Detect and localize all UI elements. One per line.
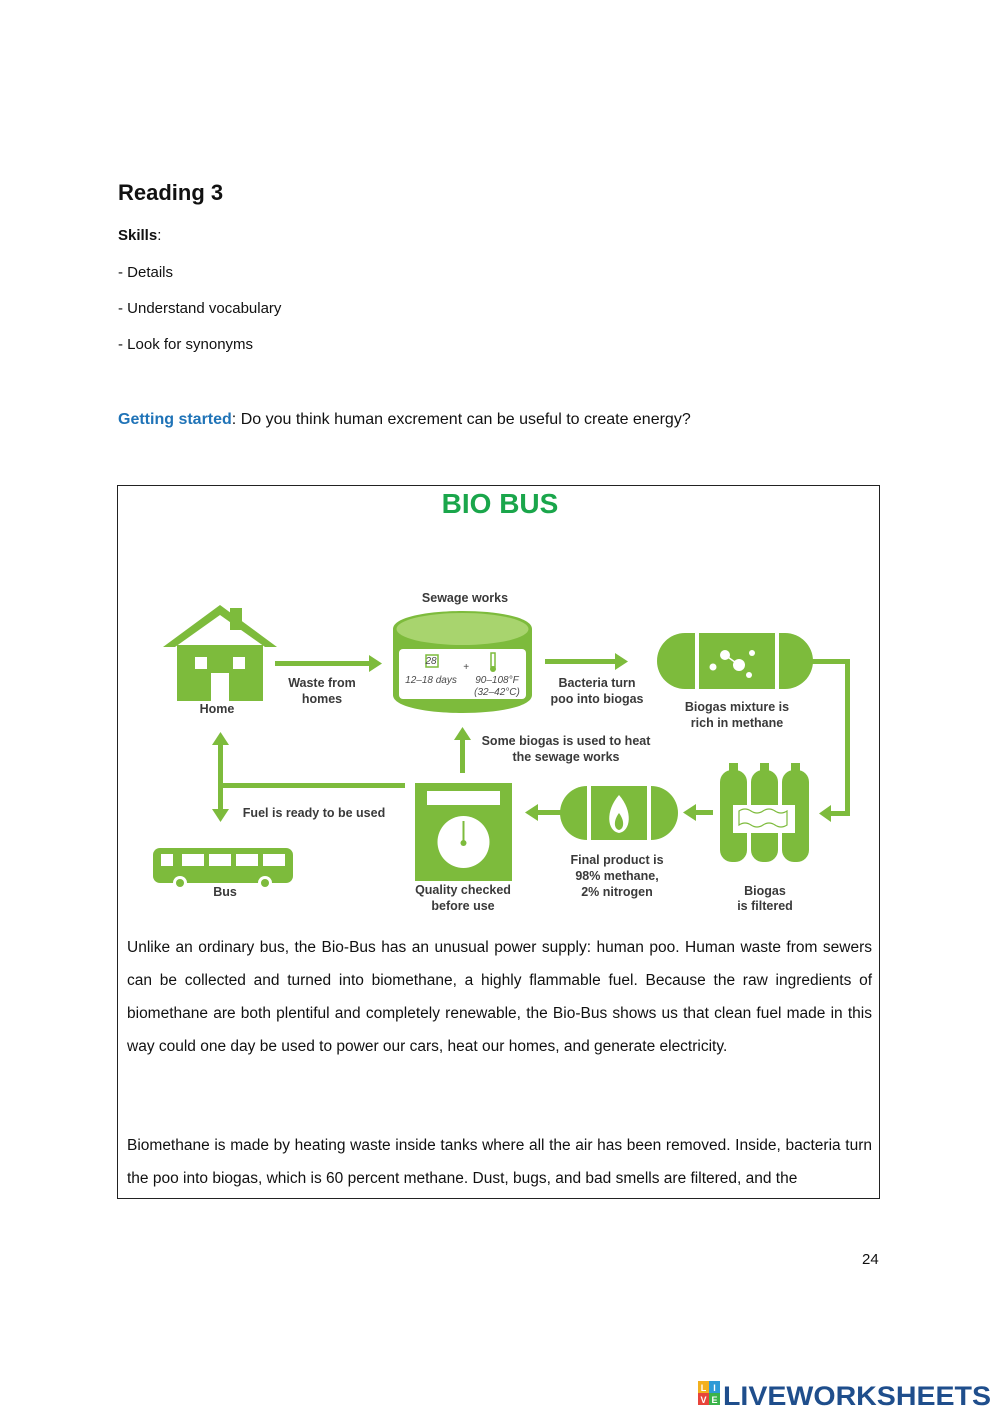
arrow-left-icon (683, 804, 713, 821)
label-bus: Bus (213, 885, 237, 899)
label-some-biogas-2: the sewage works (512, 750, 620, 764)
skills-heading (118, 227, 161, 244)
label-filtered-1: Biogas (744, 884, 786, 898)
label-some-biogas-1: Some biogas is used to heat (481, 734, 651, 748)
getting-started-question: : Do you think human excrement can be useful to create energy? (231, 411, 691, 428)
filter-icon (720, 763, 809, 862)
label-waste-1: Waste from (288, 676, 356, 690)
arrow-down-icon (809, 659, 850, 822)
label-waste-2: homes (301, 692, 343, 706)
label-final-3: 2% nitrogen (581, 885, 653, 899)
label-mixture-2: rich in methane (690, 716, 784, 730)
quality-meter-icon (415, 783, 512, 881)
skill-details: - Details (118, 264, 174, 281)
label-days: 12–18 days (405, 675, 457, 686)
liveworksheets-logo (697, 1378, 993, 1410)
house-icon (163, 605, 277, 701)
arrow-left-icon (525, 804, 563, 821)
biogas-mixture-tank-icon (657, 633, 813, 689)
skills-label: Skills (118, 227, 158, 244)
skill-vocabulary: - Understand vocabulary (118, 300, 282, 317)
label-final-1: Final product is (570, 853, 664, 867)
bio-bus-diagram (145, 585, 860, 920)
skill-synonyms: - Look for synonyms (118, 336, 254, 353)
label-bacteria-2: poo into biogas (550, 692, 644, 706)
paragraph-1: Unlike an ordinary bus, the Bio-Bus has an unusual power supply: human poo. Human waste from sewers can be collected and turned into biomethane, a highly flammable fuel. Because the raw ingredients of biomethane are both plentiful and completely renewable, the Bio-Bus shows us that clean fuel made in this way could one day be used to power our cars, heat our homes, and generate electricity. (127, 939, 872, 1055)
logo-text: LIVEWORKSHEETS (723, 1381, 991, 1410)
arrow-up-icon (454, 727, 471, 773)
skills-colon: : (157, 227, 162, 244)
logo-tile-v: V (700, 1395, 707, 1405)
label-home: Home (199, 702, 235, 716)
label-quality-2: before use (431, 899, 495, 913)
label-filtered-2: is filtered (737, 899, 793, 913)
calendar-day: 28 (425, 656, 437, 667)
label-temp-f: 90–108°F (475, 675, 519, 686)
label-final-2: 98% methane, (575, 869, 659, 883)
logo-tile-e: E (711, 1395, 718, 1405)
bus-icon (153, 848, 293, 890)
final-product-tank-icon (560, 786, 678, 840)
getting-started-label: Getting started (118, 411, 232, 428)
bio-bus-title: BIO BUS (441, 488, 559, 519)
page-number: 24 (862, 1251, 879, 1268)
label-bacteria-1: Bacteria turn (558, 676, 636, 690)
logo-tile-l: L (700, 1383, 707, 1393)
getting-started (118, 411, 691, 429)
reading-title: Reading 3 (118, 180, 224, 205)
label-mixture-1: Biogas mixture is (684, 700, 790, 714)
plus-sign: + (463, 662, 469, 673)
paragraph-2: Biomethane is made by heating waste inside tanks where all the air has been removed. Inside, bacteria turn the poo into biogas, which is 60 percent methane. Dust, bugs, and bad smells are filtered, and the (127, 1137, 872, 1187)
arrow-right-icon (275, 655, 382, 672)
logo-tile-i: I (713, 1383, 716, 1393)
label-fuel-ready: Fuel is ready to be used (242, 806, 386, 820)
arrow-right-icon (545, 653, 628, 670)
label-sewage-works: Sewage works (421, 591, 509, 605)
label-quality-1: Quality checked (415, 883, 511, 897)
label-temp-c: (32–42°C) (474, 687, 520, 698)
